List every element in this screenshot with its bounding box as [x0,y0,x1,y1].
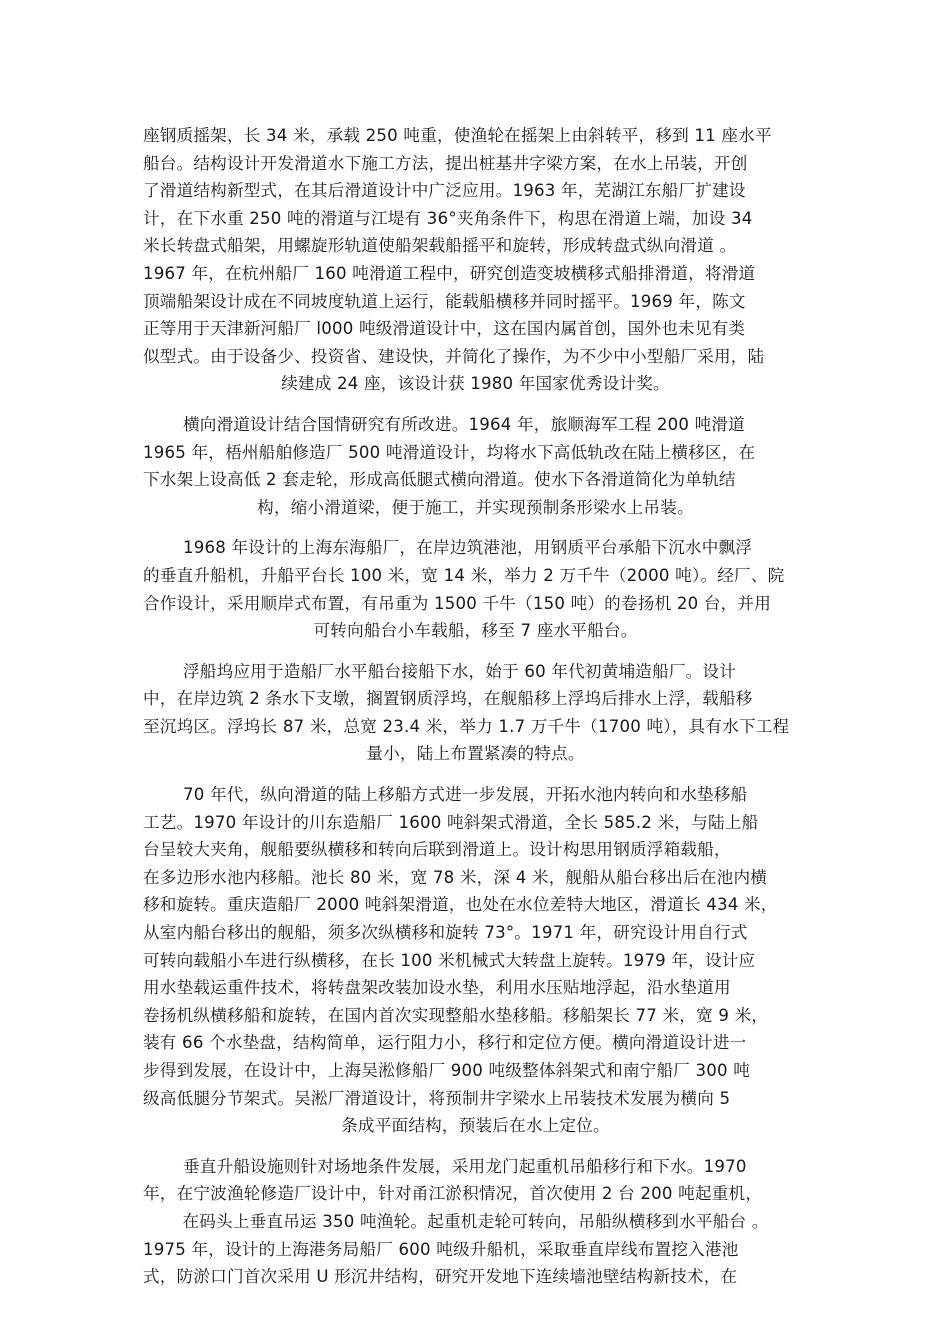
text-line: 在多边形水池内移船。池长 80 米，宽 78 米，深 4 米，舰船从船台移出后在池内横 [143,867,768,887]
text-line: 座钢质摇架，长 34 米，承载 250 吨重，使渔轮在摇架上由斜转平，移到 11 座水平 [143,126,772,145]
text-line: 顶端船架设计成在不同坡度轨道上运行，能载船横移并同时摇平。1969 年，陈文 [143,291,746,311]
text-line: 中，在岸边筑 2 条水下支墩，搁置钢质浮坞，在舰船移上浮坞后排水上浮，载船移 [143,689,753,709]
text-line: 米长转盘式船架，用螺旋形轨道使船架载船摇平和旋转，形成转盘式纵向滑道 。 [143,236,737,256]
text-line: 下水架上设高低 2 套走轮，形成高低腿式横向滑道。使水下各滑道简化为单轨结 [143,470,736,490]
document-body [143,122,808,1304]
text-line: 卷扬机纵横移船和旋转，在国内首次实现整船水垫移船。移船架长 77 米，宽 9 米， [143,1005,769,1025]
text-line: 至沉坞区。浮坞长 87 米，总宽 23.4 米，举力 1.7 万千牛（1700 吨），具有水下工程 [143,716,790,736]
text-line: 装有 66 个水垫盘，结构简单，运行阻力小，移行和定位方便。横向滑道设计进一 [143,1033,747,1053]
text-line: 台呈较大夹角，舰船要纵横移和转向后联到滑道上。设计构思用钢质浮箱载船， [143,840,731,860]
text-line: 可转向载船小车进行纵横移，在长 100 米机械式大转盘上旋转。1979 年，设计应 [143,950,756,970]
text-line: 的垂直升船机，升船平台长 100 米，宽 14 米，举力 2 万千牛（2000 吨）。经厂、院 [143,565,785,585]
text-line: 船台。结构设计开发滑道水下施工方法，提出桩基井字梁方案，在水上吊装，开创 [143,153,748,173]
text-line: 正等用于天津新河船厂 l000 吨级滑道设计中，这在国内属首创，国外也未见有类 [143,319,746,339]
text-line: 横向滑道设计结合国情研究有所改进。1964 年，旅顺海军工程 200 吨滑道 [183,414,745,434]
paragraph [143,781,808,1140]
text-line: 续建成 24 座，该设计获 1980 年国家优秀设计奖。 [281,374,670,394]
text-line: 式，防淤口门首次采用 U 形沉井结构，研究开发地下连续墙池壁结构新技术，在 [143,1267,738,1287]
paragraph [143,411,808,521]
text-line: 浮船坞应用于造船厂水平船台接船下水，始于 60 年代初黄埔造船厂。设计 [183,661,737,681]
text-line: 1968 年设计的上海东海船厂，在岸边筑港池，用钢质平台承船下沉水中飘浮 [183,538,753,558]
text-line: 年，在宁波渔轮修造厂设计中，针对甬江淤积情况，首次使用 2 台 200 吨起重机， [143,1184,763,1204]
text-line: 可转向船台小车载船，移至 7 座水平船台。 [313,621,638,641]
text-line: 1967 年，在杭州船厂 160 吨滑道工程中，研究创造变坡横移式船排滑道，将滑道 [143,263,756,283]
text-line: 1965 年，梧州船舶修造厂 500 吨滑道设计，均将水下高低轨改在陆上横移区，在 [143,442,756,462]
text-line: 垂直升船设施则针对场地条件发展，采用龙门起重机吊船移行和下水。1970 [183,1156,747,1176]
text-line: 1975 年，设计的上海港务局船厂 600 吨级升船机，采取垂直岸线布置挖入港池 [143,1239,739,1259]
text-line: 构，缩小滑道梁，便于施工，并实现预制条形梁水上吊装。 [257,497,694,517]
text-line: 计，在下水重 250 吨的滑道与江堤有 36°夹角条件下，构思在滑道上端，加设 34 [143,208,753,228]
paragraph [143,1153,808,1291]
text-line: 似型式。由于设备少、投资省、建设快，并简化了操作，为不少中小型船厂采用，陆 [143,346,765,366]
text-line: 70 年代，纵向滑道的陆上移船方式进一步发展，开拓水池内转向和水垫移船 [183,785,748,805]
text-line: 步得到发展，在设计中，上海吴淞修船厂 900 吨级整体斜架式和南宁船厂 300 吨 [143,1061,751,1080]
paragraph [143,122,808,398]
text-line: 了滑道结构新型式，在其后滑道设计中广泛应用。1963 年，芜湖江东船厂扩建设 [143,181,746,201]
text-line: 合作设计，采用顺岸式布置，有吊重为 1500 千牛（150 吨）的卷扬机 20 台，并用 [143,593,772,613]
text-line: 用水垫载运重件技术，将转盘架改装加设水垫，利用水压贴地浮起，沿水垫道用 [143,978,731,998]
text-line: 工艺。1970 年设计的川东造船厂 1600 吨斜架式滑道，全长 585.2 米，与陆上船 [143,812,759,832]
text-line: 条成平面结构，预装后在水上定位。 [341,1116,610,1136]
text-line: 从室内船台移出的舰船，须多次纵横移和旋转 73°。1971 年，研究设计用自行式 [143,923,748,943]
text-line: 移和旋转。重庆造船厂 2000 吨斜架滑道，也处在水位差特大地区，滑道长 434 米， [143,895,778,915]
text-line: 量小，陆上布置紧凑的特点。 [366,744,585,764]
text-line: 在码头上垂直吊运 350 吨渔轮。起重机走轮可转向，吊船纵横移到水平船台 。 [182,1211,769,1231]
text-line: 级高低腿分节架式。吴淞厂滑道设计，将预制井字梁水上吊装技术发展为横向 5 [143,1088,731,1108]
paragraph [143,534,808,644]
paragraph [143,658,808,768]
